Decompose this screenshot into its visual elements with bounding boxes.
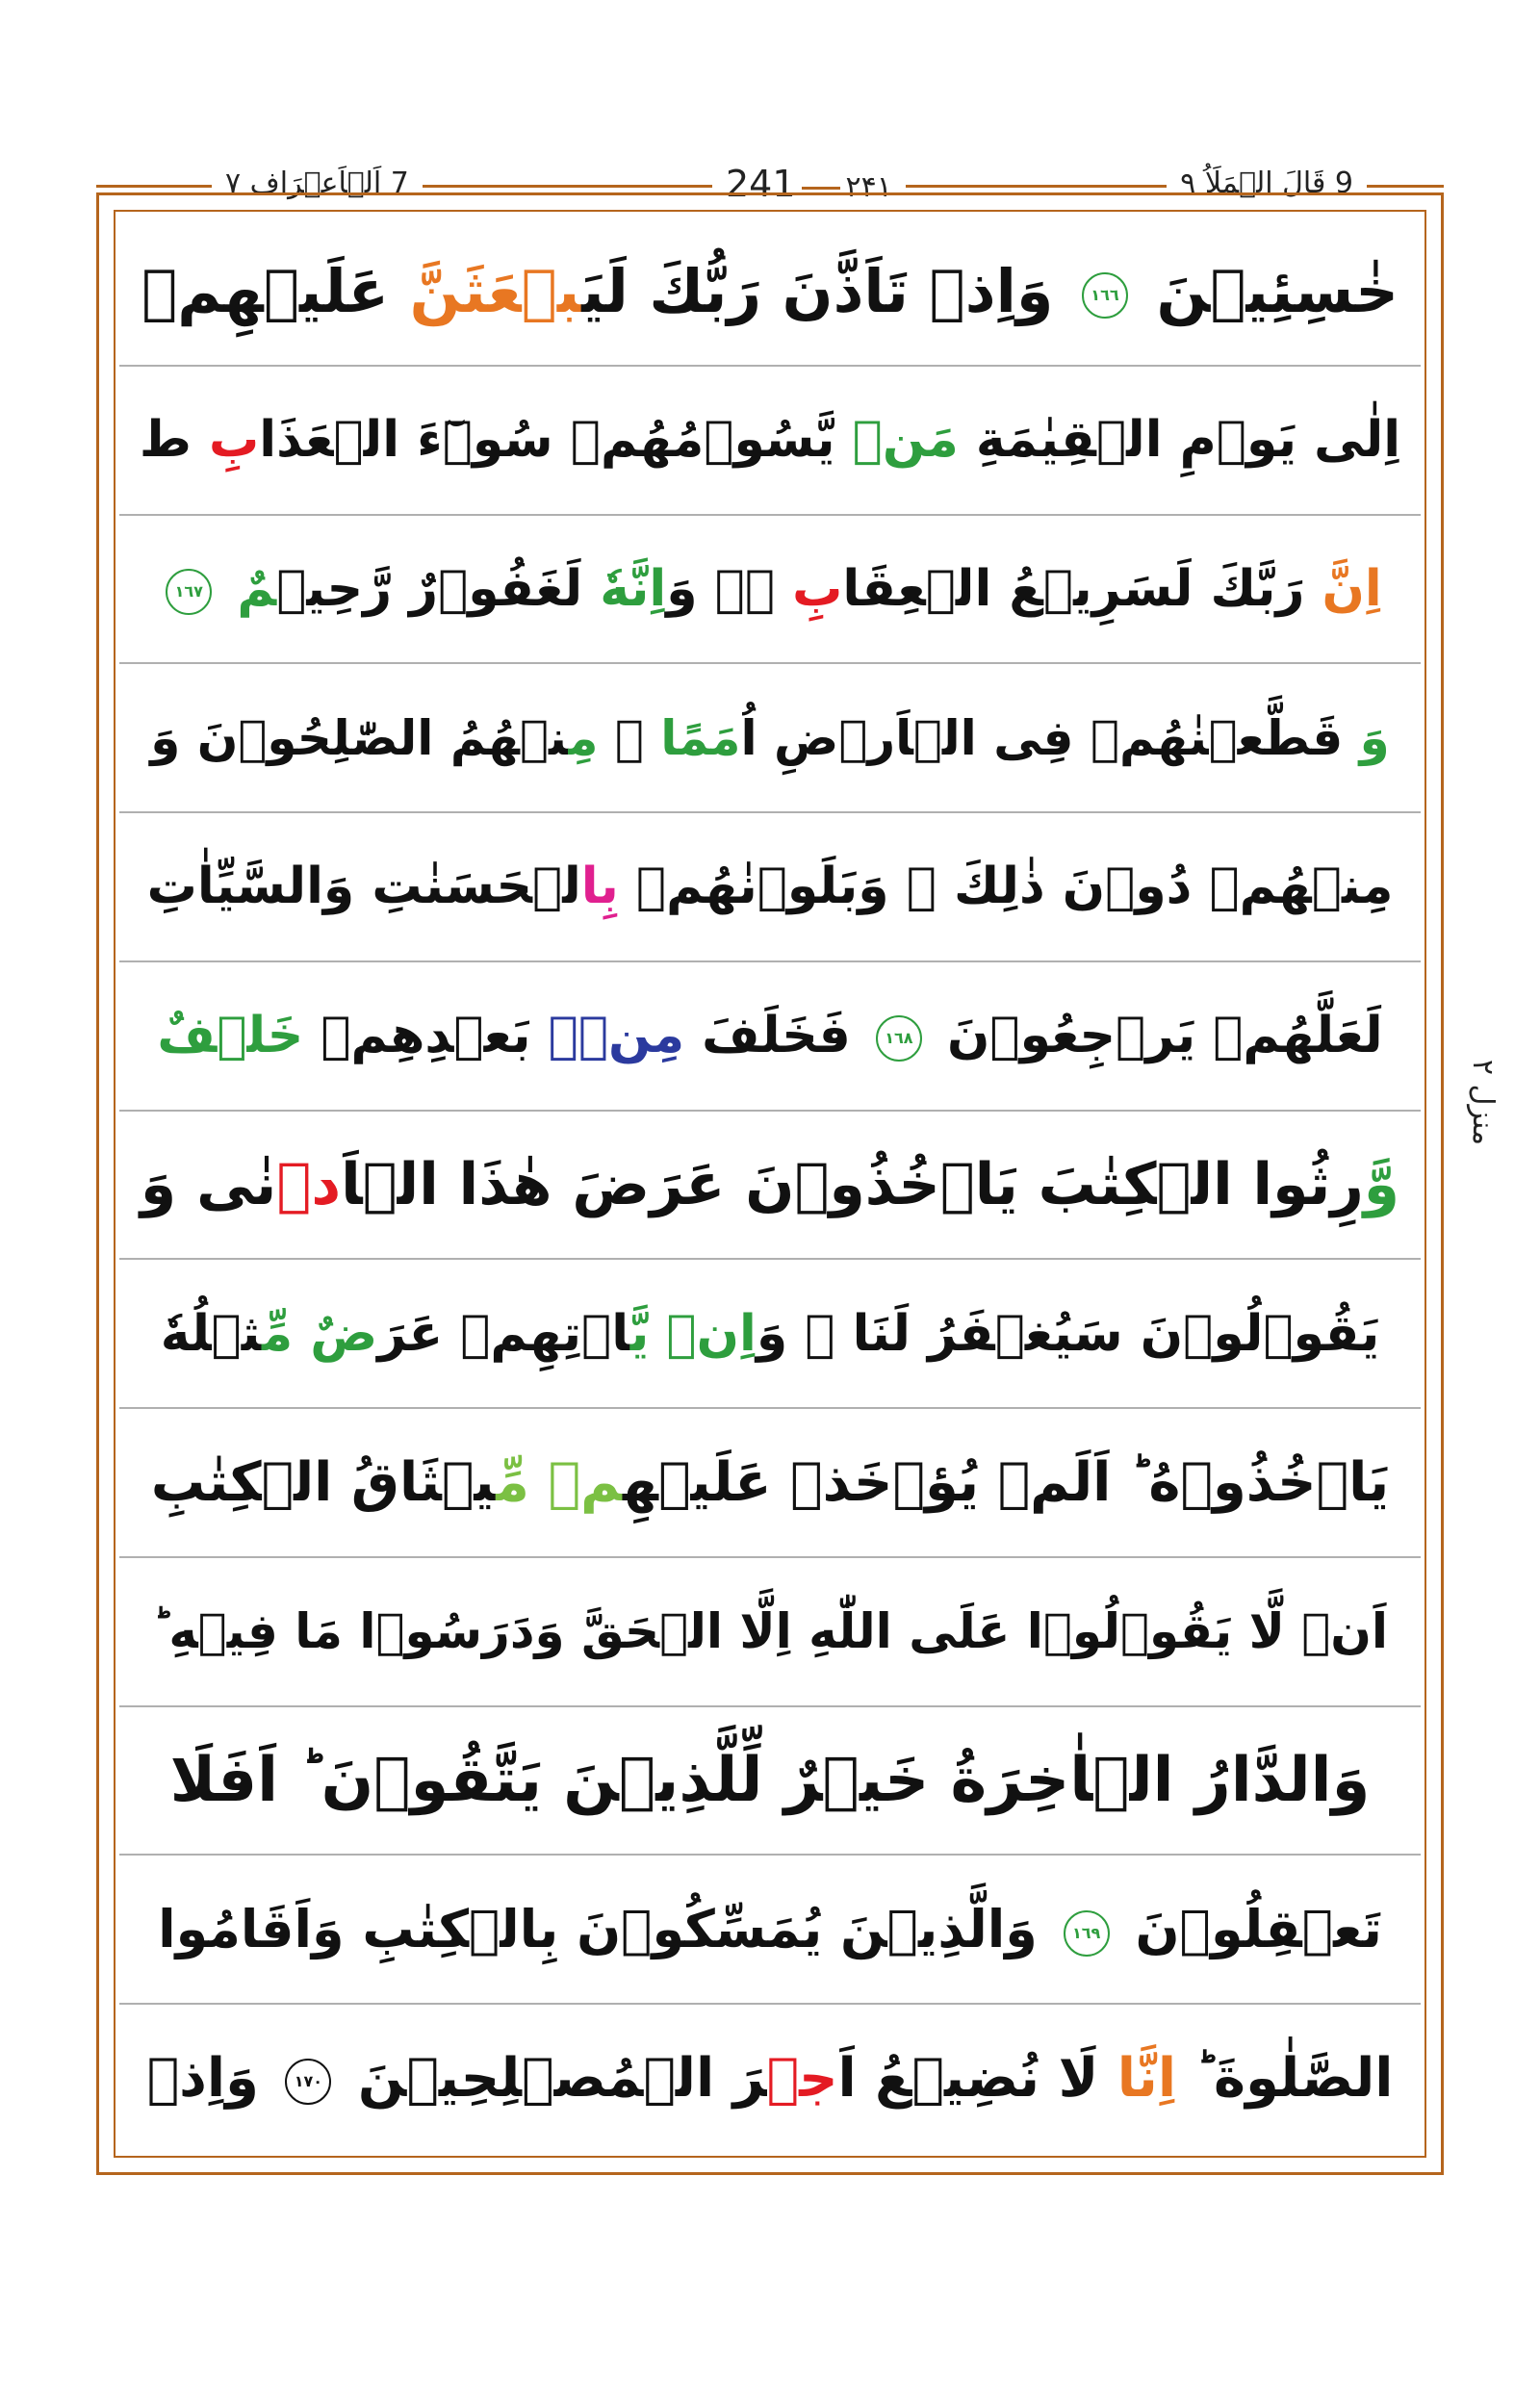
verse-text	[158, 1899, 1382, 1959]
verse-segment: يَّسُوۡمُهُمۡ سُوۡٓءَ الۡعَذَا	[259, 411, 853, 470]
ayah-number-marker: ١٦٧	[166, 569, 212, 615]
tajweed-highlight: مَمًا	[660, 709, 741, 766]
text-line	[119, 1409, 1421, 1558]
text-line	[119, 1707, 1421, 1856]
tajweed-highlight: خَلۡفٌ	[157, 1007, 304, 1065]
verse-segment: نٰى وَ	[140, 1150, 277, 1218]
manzil-label: منزل ۲	[1466, 1059, 1501, 1145]
tajweed-highlight: بِا	[580, 858, 619, 916]
verse-text	[147, 858, 1394, 915]
verse-segment: وَالَّذِيۡنَ يُمَسِّكُوۡنَ بِالۡكِتٰبِ وَاَقَامُوا	[158, 1899, 1056, 1960]
verse-segment	[219, 560, 237, 618]
verse-segment: لَغَفُوۡرٌ رَّحِيۡ	[276, 559, 601, 618]
verse-segment: لۡحَسَنٰتِ وَالسَّيِّاٰتِ	[146, 858, 581, 916]
tajweed-highlight: مِنۡۢ	[548, 1007, 685, 1065]
verse-segment: فَخَلَفَ	[684, 1007, 868, 1065]
text-line	[119, 516, 1421, 665]
verse-segment: يَاۡخُذُوۡهُ ؕ اَلَمۡ يُؤۡخَذۡ عَلَيۡهِ	[622, 1451, 1390, 1514]
ayah-number-marker: ١٦٨	[876, 1015, 922, 1062]
tajweed-highlight: وَ	[1359, 709, 1390, 766]
tajweed-highlight: اِنۡ يَّ	[629, 1304, 757, 1363]
text-line	[119, 1112, 1421, 1261]
page-number-arabic: ۲۴۱	[845, 170, 892, 204]
ayah-number-marker: ١٧٠	[285, 2059, 331, 2105]
text-line	[119, 664, 1421, 813]
verse-segment: تَعۡقِلُوۡنَ	[1116, 1899, 1382, 1960]
tajweed-highlight: بِ	[792, 559, 843, 618]
verse-text	[141, 256, 1399, 326]
verse-text	[147, 2047, 1394, 2110]
verse-segment: رَ الۡمُصۡلِحِيۡنَ	[339, 2047, 767, 2111]
text-line	[119, 962, 1421, 1112]
page-number-separator	[802, 187, 840, 190]
verse-segment: اِلٰى يَوۡمِ الۡقِيٰمَةِ	[958, 411, 1401, 470]
manzil-marker	[1430, 1039, 1536, 1165]
text-line	[119, 2005, 1421, 2152]
text-line	[119, 1260, 1421, 1409]
tajweed-highlight: دۡ	[276, 1150, 342, 1218]
verse-segment: مِنۡهُمۡ دُوۡنَ ذٰلِكَ ۡ وَبَلَوۡنٰهُمۡ	[618, 858, 1394, 916]
verse-text	[152, 1603, 1388, 1659]
verse-segment: اۡتِهِمۡ عَرَ	[377, 1304, 630, 1363]
tajweed-highlight: بۡعَثَنَّ	[409, 255, 582, 326]
verse-text	[170, 1745, 1371, 1816]
verse-segment: اَنۡ لَّا يَقُوۡلُوۡا عَلَى اللّٰهِ اِلَّا الۡحَقَّ وَدَرَسُوۡا مَا فِيۡهِ ؕ	[151, 1603, 1389, 1660]
text-line	[119, 218, 1421, 367]
verse-segment: رَبَّكَ لَسَرِيۡعُ الۡعِقَا	[842, 559, 1322, 618]
tajweed-highlight: اِنَّهٗ	[600, 559, 667, 618]
verse-segment: ۖۚ وَ	[666, 559, 793, 618]
verse-text	[141, 1151, 1399, 1218]
tajweed-highlight: مِ	[568, 709, 599, 766]
verse-segment: وَاِذۡ تَاَذَّنَ رَبُّكَ لَيَ	[581, 255, 1074, 326]
tajweed-highlight: اِنَّ	[1322, 559, 1382, 618]
tajweed-highlight: ضٌ مِّ	[261, 1304, 378, 1363]
tajweed-highlight: بِ	[208, 411, 260, 470]
tajweed-highlight: مٌ	[237, 559, 277, 618]
verse-segment: خٰسِئِيۡنَ	[1135, 255, 1399, 326]
verse-segment: لَعَلَّهُمۡ يَرۡجِعُوۡنَ	[929, 1007, 1383, 1065]
verse-segment: ط	[139, 411, 209, 470]
text-line	[119, 1558, 1421, 1707]
text-line	[119, 813, 1421, 962]
quran-text-body	[119, 218, 1421, 2152]
verse-text	[140, 411, 1400, 469]
verse-segment: قَطَّعۡنٰهُمۡ فِى الۡاَرۡضِ اُ	[740, 709, 1360, 766]
tajweed-highlight: وَّ	[1363, 1150, 1400, 1218]
verse-segment: لَا نُضِيۡعُ اَ	[837, 2047, 1117, 2111]
juz-name-label: 9 قَالَ الۡمَلَاُ ۹	[1167, 162, 1367, 206]
verse-segment: عَلَيۡهِمۡ	[141, 255, 410, 326]
text-line	[119, 1856, 1421, 2005]
surah-name-label: 7 اَلۡاَعۡرَاف ۷	[212, 162, 423, 206]
page-number-latin: 241	[726, 163, 796, 205]
verse-segment: يَقُوۡلُوۡنَ سَيُغۡفَرُ لَنَا ۚ وَ	[756, 1304, 1380, 1363]
verse-segment: ۚ	[598, 709, 661, 766]
text-line	[119, 367, 1421, 516]
verse-segment: الصَّلٰوةَ ؕ	[1176, 2047, 1394, 2111]
verse-text	[161, 1305, 1379, 1363]
verse-segment: بَعۡدِهِمۡ	[303, 1007, 549, 1065]
verse-segment: رِثُوا الۡكِتٰبَ يَاۡخُذُوۡنَ عَرَضَ هٰذَا الۡاَ	[341, 1150, 1364, 1218]
verse-text	[151, 1451, 1389, 1514]
verse-text	[150, 710, 1389, 766]
tajweed-highlight: مَنۡ	[852, 411, 959, 470]
verse-segment: ثۡلُهٗ	[160, 1304, 262, 1363]
ayah-number-marker: ١٦٩	[1064, 1910, 1110, 1957]
tajweed-highlight: اِنَّا	[1116, 2047, 1177, 2111]
verse-segment: نۡهُمُ الصّٰلِحُوۡنَ وَ	[150, 709, 569, 766]
tajweed-highlight: مۡ مِّ	[496, 1451, 623, 1514]
verse-segment: وَاِذۡ	[146, 2047, 278, 2111]
verse-segment: وَالدَّارُ الۡاٰخِرَةُ خَيۡرٌ لِّلَّذِيۡنَ يَتَّقُوۡنَ ؕ اَفَلَا	[169, 1745, 1371, 1817]
tajweed-highlight: جۡ	[766, 2047, 838, 2111]
ayah-number-marker: ١٦٦	[1082, 272, 1128, 319]
verse-segment: يۡثَاقُ الۡكِتٰبِ	[150, 1451, 497, 1514]
verse-text	[158, 560, 1381, 618]
verse-text	[157, 1007, 1382, 1064]
